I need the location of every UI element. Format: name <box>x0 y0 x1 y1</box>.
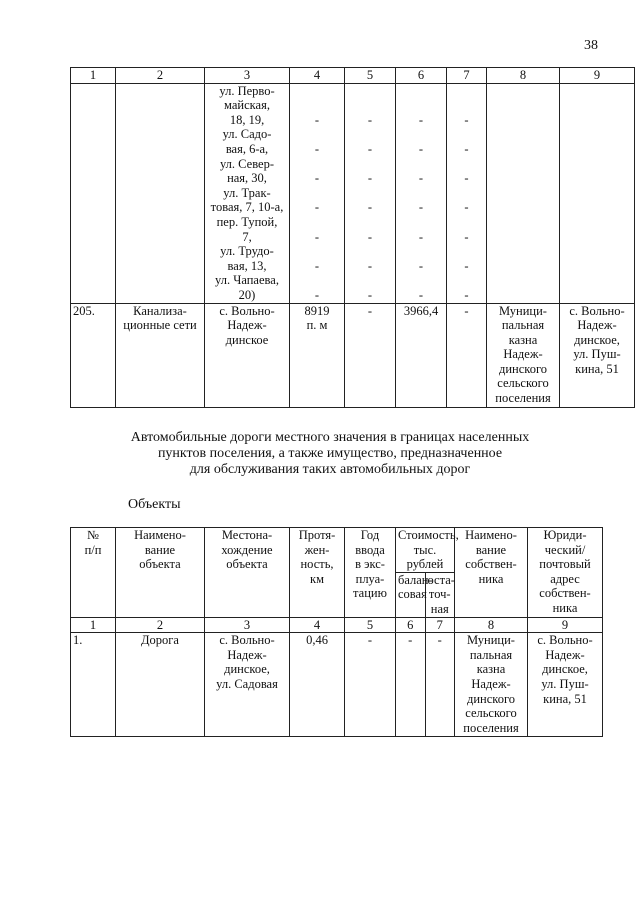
col-num-cell: 2 <box>116 68 205 84</box>
roads-table <box>70 527 603 737</box>
col-num-cell: 1 <box>71 617 116 633</box>
col-num-cell: 1 <box>71 68 116 84</box>
length-cell: 8919 п. м <box>290 303 345 407</box>
col-num-cell: 6 <box>396 617 426 633</box>
col-num-cell: 4 <box>290 617 345 633</box>
col-num-cell: 2 <box>116 617 205 633</box>
header-year: Год ввода в экс- плуа- тацию <box>345 528 396 618</box>
header-residual: оста- точ- ная <box>425 572 455 617</box>
col-num-cell: 6 <box>396 68 447 84</box>
residual-cost-cell: - <box>447 303 487 407</box>
header-length: Протя- жен- ность, км <box>290 528 345 618</box>
year-cell: - <box>345 633 396 737</box>
empty-cell <box>560 83 635 303</box>
col-num-cell: 3 <box>205 68 290 84</box>
table-row <box>71 303 635 407</box>
residual-dash-cell: - - - - - - - <box>447 83 487 303</box>
header-row <box>71 528 603 573</box>
length-dash-cell: - - - - - - - <box>290 83 345 303</box>
column-number-row <box>71 68 635 84</box>
year-dash-cell: - - - - - - - <box>345 83 396 303</box>
col-num-cell: 9 <box>560 68 635 84</box>
col-num-cell: 5 <box>345 617 396 633</box>
col-num-cell: 9 <box>528 617 603 633</box>
table-row <box>71 83 635 303</box>
balance-cost-cell: 3966,4 <box>396 303 447 407</box>
object-name-cell: Дорога <box>116 633 205 737</box>
objects-label: Объекты <box>128 497 181 512</box>
balance-dash-cell: - - - - - - - <box>396 83 447 303</box>
row-number-cell: 1. <box>71 633 116 737</box>
empty-cell <box>116 83 205 303</box>
column-number-row <box>71 617 603 633</box>
page-number: 38 <box>584 38 598 53</box>
location-cell: с. Вольно- Надеж- динское <box>205 303 290 407</box>
header-location: Местона- хождение объекта <box>205 528 290 618</box>
location-cell: с. Вольно- Надеж- динское, ул. Садовая <box>205 633 290 737</box>
col-num-cell: 4 <box>290 68 345 84</box>
residual-cost-cell: - <box>425 633 455 737</box>
empty-cell <box>71 83 116 303</box>
length-cell: 0,46 <box>290 633 345 737</box>
col-num-cell: 8 <box>455 617 528 633</box>
header-cost: Стоимость, тыс. рублей <box>396 528 455 573</box>
header-name: Наимено- вание объекта <box>116 528 205 618</box>
col-num-cell: 7 <box>425 617 455 633</box>
header-owner: Наимено- вание собствен- ника <box>455 528 528 618</box>
table-row <box>71 633 603 737</box>
col-num-cell: 7 <box>447 68 487 84</box>
property-table-continued <box>70 67 635 408</box>
empty-cell <box>487 83 560 303</box>
col-num-cell: 3 <box>205 617 290 633</box>
object-name-cell: Канализа- ционные сети <box>116 303 205 407</box>
address-list-cell: ул. Перво- майская, 18, 19, ул. Садо- вая, 6-а, ул. Север- ная, 30, ул. Трак- товая, 7, 10-а, пер. Тупой, 7, ул. Трудо- вая, 13, ул. Чапаева, 20) <box>205 83 290 303</box>
year-cell: - <box>345 303 396 407</box>
balance-cost-cell: - <box>396 633 426 737</box>
col-num-cell: 5 <box>345 68 396 84</box>
owner-cell: Муници- пальная казна Надеж- динского сельского поселения <box>455 633 528 737</box>
owner-address-cell: с. Вольно- Надеж- динское, ул. Пуш- кина, 51 <box>560 303 635 407</box>
section-heading: Автомобильные дороги местного значения в границах населенных пунктов поселения, а также имущество, предназначенное для обслуживания таких автомобильных дорог <box>130 430 530 477</box>
row-number-cell: 205. <box>71 303 116 407</box>
col-num-cell: 8 <box>487 68 560 84</box>
header-num: № п/п <box>71 528 116 618</box>
owner-address-cell: с. Вольно- Надеж- динское, ул. Пуш- кина, 51 <box>528 633 603 737</box>
header-balance: балан- совая <box>396 572 426 617</box>
header-owner-address: Юриди- ческий/ почтовый адрес собствен- ника <box>528 528 603 618</box>
owner-cell: Муници- пальная казна Надеж- динского сельского поселения <box>487 303 560 407</box>
